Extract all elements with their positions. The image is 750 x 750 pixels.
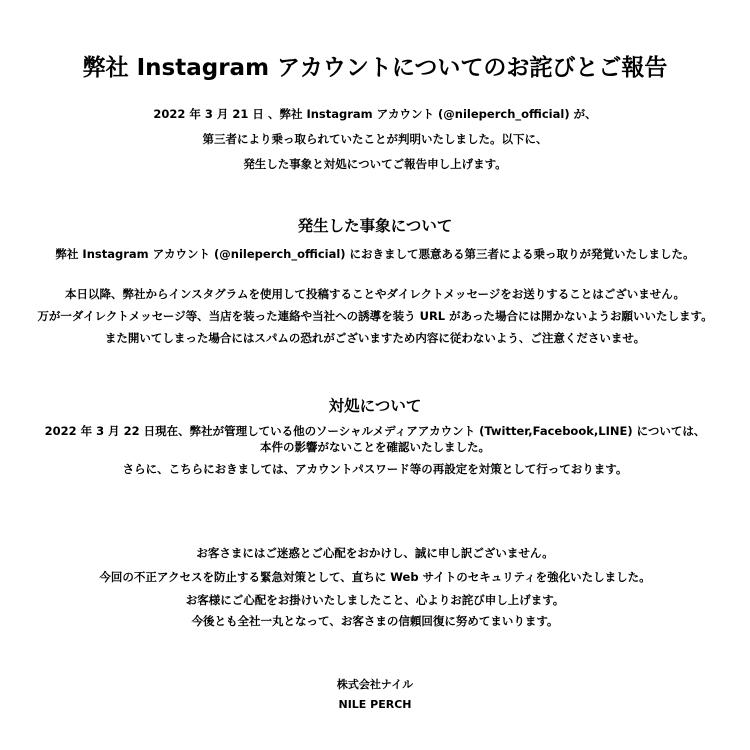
company-name: 株式会社ナイル <box>336 678 414 691</box>
intro-line-1: 2022 年 3 月 21 日 、弊社 Instagram アカウント (@nileperch_official) が、 <box>153 107 597 121</box>
page-title: 弊社 Instagram アカウントについてのお詫びとご報告 <box>82 55 668 81</box>
apology-line-2: 今回の不正アクセスを防止する緊急対策として、直ちに Web サイトのセキュリティを強化いたしました。 <box>99 570 651 584</box>
incident-heading: 発生した事象について <box>297 217 453 235</box>
response-line-3: さらに、こちらにおきましては、アカウントパスワード等の再設定を対策として行っております。 <box>122 462 628 476</box>
intro-line-2: 第三者により乗っ取られていたことが判明いたしました。以下に、 <box>202 132 548 146</box>
response-heading: 対処について <box>328 397 422 415</box>
incident-line-3: 万が一ダイレクトメッセージ等、当店を装った連絡や当社への誘導を装う URL があった場合には開かないようお願いいたします。 <box>37 309 713 323</box>
incident-line-2: 本日以降、弊社からインスタグラムを使用して投稿することやダイレクトメッセージをお送りすることはございません。 <box>65 287 685 301</box>
response-line-1: 2022 年 3 月 22 日現在、弊社が管理している他のソーシャルメディアアカウント (Twitter,Facebook,LINE) については、 <box>44 424 706 438</box>
incident-line-1: 弊社 Instagram アカウント (@nileperch_official) におきまして悪意ある第三者による乗っ取りが発覚いたしました。 <box>55 247 695 261</box>
apology-line-4: 今後とも全社一丸となって、お客さまの信頼回復に努めてまいります。 <box>191 614 559 628</box>
response-line-2: 本件の影響がないことを確認いたしました。 <box>260 440 490 454</box>
apology-line-1: お客さまにはご迷惑とご心配をおかけし、誠に申し訳ございません。 <box>196 546 554 560</box>
apology-line-3: お客様にご心配をお掛けいたしましたこと、心よりお詫び申し上げます。 <box>185 593 565 607</box>
brand-name: NILE PERCH <box>338 698 412 711</box>
intro-line-3: 発生した事象と対処についてご報告申し上げます。 <box>243 157 507 171</box>
incident-line-4: また開いてしまった場合にはスパムの恐れがございますため内容に従わないよう、ご注意くださいませ。 <box>104 331 646 345</box>
